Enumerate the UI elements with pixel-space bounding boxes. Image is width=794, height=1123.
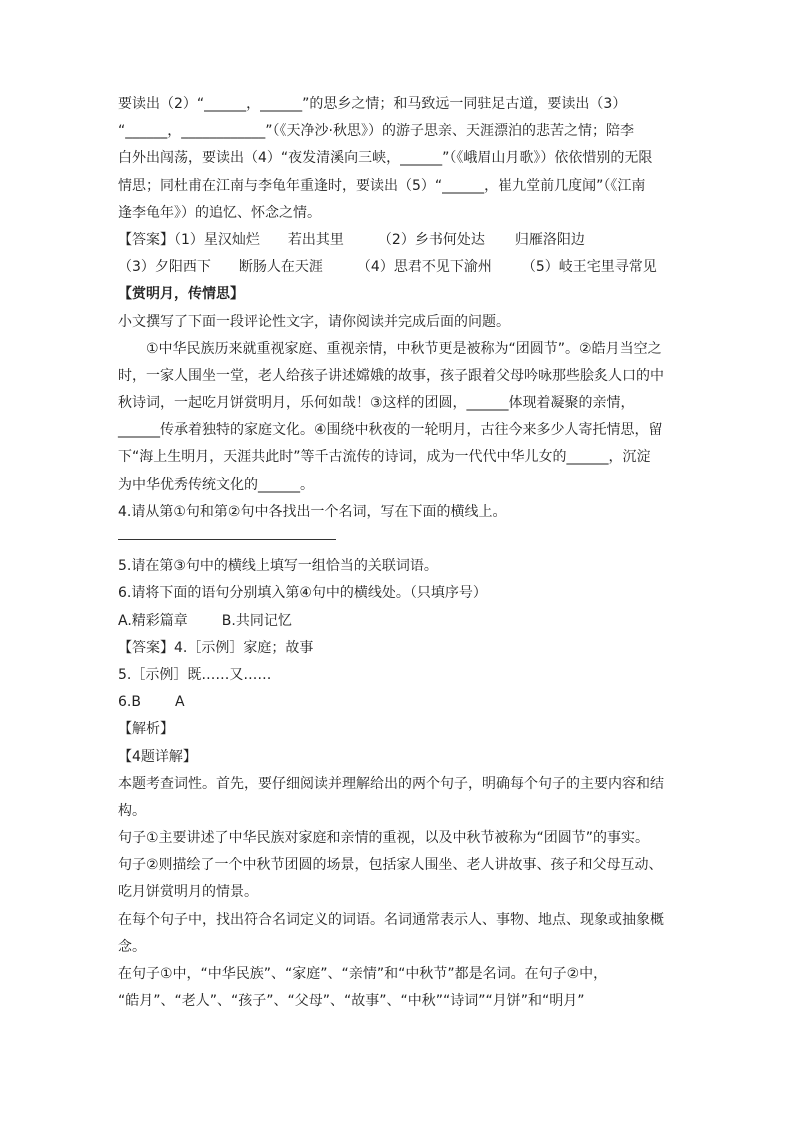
- passage-line-1: ①中华民族历来就重视家庭、重视亲情，中秋节更是被称为“团圆节”。②皓月当空之: [146, 340, 662, 357]
- poem-line-5: 逢李龟年》）的追忆、怀念之情。: [118, 204, 321, 221]
- question-6-options: [118, 608, 678, 635]
- analysis-line-5: 吃月饼赏明月的情景。: [118, 884, 258, 901]
- blank-rule: [118, 539, 336, 540]
- answer-6-second: A: [174, 694, 185, 711]
- passage-line-4: ______传承着独特的家庭文化。④围绕中秋夜的一轮明月，古往今来多少人寄托情思，留: [118, 422, 663, 439]
- question-5: 5.请在第③句中的横线上填写一组恰当的关联词语。: [118, 558, 438, 575]
- passage-line-6: 为中华优秀传统文化的______。: [118, 476, 314, 493]
- analysis-line-8: 在句子①中，“中华民族”、“家庭”、“亲情”和“中秋节”都是名词。在句子②中，: [118, 966, 608, 982]
- analysis-line-9: “皓月”、“老人”、“孩子”、“父母”、“故事”、“中秋”“诗词”“月饼”和“明月”: [118, 993, 585, 1010]
- answer-4: [118, 635, 678, 662]
- intro-text: 小文撰写了下面一段评论性文字，请你阅读并完成后面的问题。: [118, 313, 510, 330]
- answer-blank-line: [118, 526, 678, 553]
- answer-item: 归雁洛阳边: [514, 231, 585, 248]
- answer-4-text: 4.［示例］家庭；故事: [174, 639, 314, 656]
- passage-line-3: 秋诗词，一起吃月饼赏明月，乐何如哉！③这样的团圆，______体现着凝聚的亲情，: [118, 395, 635, 412]
- question-4: 4.请从第①句和第②句中各找出一个名词，写在下面的横线上。: [118, 503, 507, 520]
- analysis-line-1: 本题考查词性。首先，要仔细阅读并理解给出的两个句子，明确每个句子的主要内容和结: [118, 775, 664, 792]
- option-b: B.共同记忆: [221, 612, 292, 629]
- answer-5: 5.［示例］既……又……: [118, 666, 272, 683]
- answer-6: [118, 689, 678, 716]
- answer-item: （5）岐王宅里寻常见: [521, 259, 657, 276]
- answer-label: 【答案】: [118, 231, 174, 248]
- answer-6-first: 6.B: [118, 694, 141, 711]
- question-6: 6.请将下面的语句分别填入第④句中的横线处。（只填序号）: [118, 585, 487, 602]
- answer-item: 断肠人在天涯: [238, 259, 323, 276]
- answer-item: （2）乡书何处达: [377, 231, 485, 248]
- poem-line-3: 白外出闯荡，要读出（4）“夜发清溪向三峡，______”（《峨眉山月歌》）依依惜别的无限: [118, 150, 653, 167]
- passage-line-5: 下“海上生明月，天涯共此时”等千古流传的诗词，成为一代代中华儿女的______，沉淀: [118, 449, 651, 466]
- passage-line-2: 时，一家人围坐一堂，老人给孩子讲述嫦娥的故事，孩子跟着父母吟咏那些脍炙人口的中: [118, 367, 664, 384]
- answer-item: 若出其里: [287, 231, 344, 248]
- analysis-q4-label: 【4题详解】: [118, 748, 197, 765]
- analysis-line-6: 在每个句子中，找出符合名词定义的词语。名词通常表示人、事物、地点、现象或抽象概: [118, 911, 664, 928]
- poem-line-2: “______，____________”（《天净沙·秋思》）的游子思亲、天涯漂泊的悲苦之情；陪李: [118, 123, 634, 140]
- poem-line-4: 情思；同杜甫在江南与李龟年重逢时，要读出（5）“______，崔九堂前几度闻”（《江南: [118, 177, 646, 194]
- analysis-line-4: 句子②则描绘了一个中秋节团圆的场景，包括家人围坐、老人讲故事、孩子和父母互动、: [118, 857, 663, 874]
- answer-item: （1）星汉灿烂: [174, 231, 260, 248]
- answer-item: （4）思君不见下渝州: [356, 259, 492, 276]
- analysis-line-2: 构。: [118, 802, 146, 819]
- answer-label: 【答案】: [118, 639, 174, 656]
- option-a: A.精彩篇章: [118, 612, 188, 629]
- poem-answer-row-2: [118, 254, 678, 281]
- analysis-line-7: 念。: [118, 938, 146, 955]
- answer-item: （3）夕阳西下: [118, 259, 211, 276]
- analysis-label: 【解析】: [118, 721, 174, 738]
- poem-answer-row-1: [118, 227, 678, 254]
- analysis-line-3: 句子①主要讲述了中华民族对家庭和亲情的重视，以及中秋节被称为“团圆节”的事实。: [118, 830, 650, 847]
- poem-line-1: 要读出（2）“______，______”的思乡之情；和马致远一同驻足古道，要读出（3）: [118, 96, 627, 112]
- section-title: 【赏明月，传情思】: [118, 286, 244, 303]
- document-page: [118, 91, 678, 1015]
